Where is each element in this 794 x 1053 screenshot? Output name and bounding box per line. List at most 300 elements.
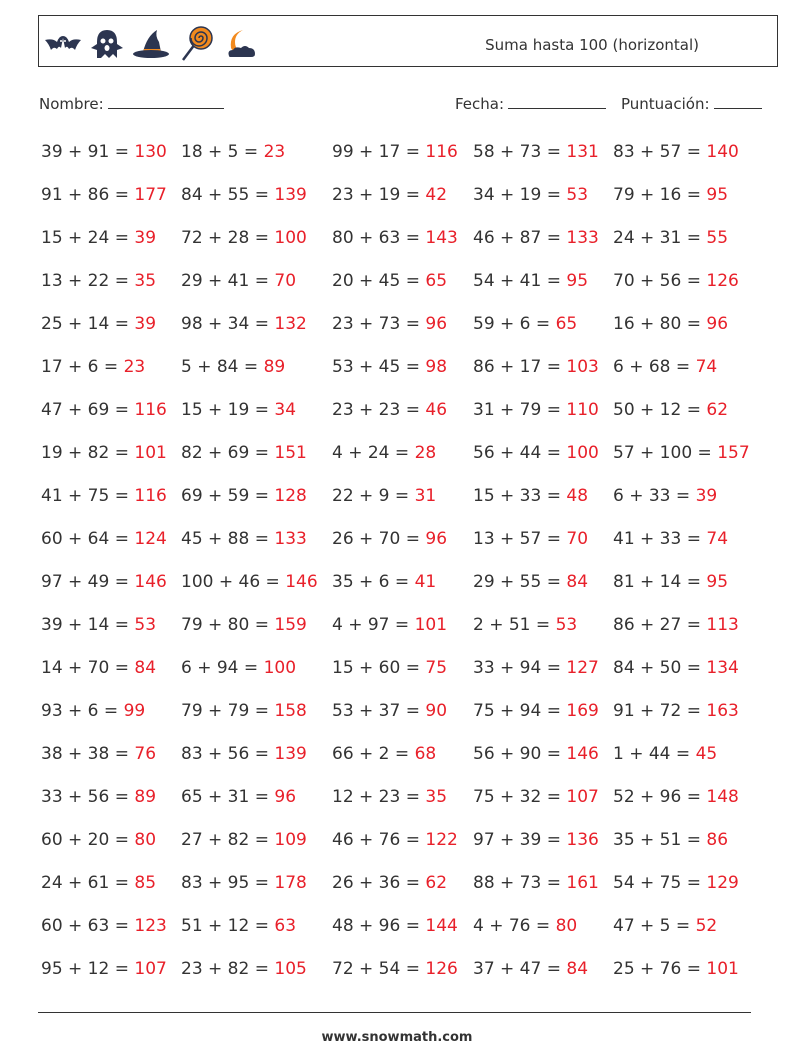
problem-item xyxy=(332,486,436,506)
problem-answer: 159 xyxy=(274,615,307,635)
problem-answer: 35 xyxy=(425,787,448,807)
problem-item xyxy=(41,658,156,678)
problem-answer: 116 xyxy=(134,400,167,420)
problem-expression: 60 + 64 = xyxy=(41,529,135,549)
problem-answer: 130 xyxy=(134,142,167,162)
problem-item xyxy=(613,572,728,592)
problem-answer: 101 xyxy=(706,959,739,979)
problem-answer: 86 xyxy=(706,830,729,850)
problem-answer: 53 xyxy=(566,185,589,205)
name-field xyxy=(39,94,224,113)
problem-item xyxy=(473,400,599,420)
problem-answer: 41 xyxy=(414,572,437,592)
problem-item xyxy=(613,357,717,377)
problem-item xyxy=(473,314,577,334)
problem-answer: 42 xyxy=(425,185,448,205)
problem-item xyxy=(473,572,588,592)
problem-expression: 14 + 70 = xyxy=(41,658,135,678)
problem-expression: 5 + 84 = xyxy=(181,357,264,377)
problem-answer: 31 xyxy=(414,486,437,506)
halloween-icons xyxy=(43,24,259,64)
problem-answer: 128 xyxy=(274,486,307,506)
problem-expression: 39 + 14 = xyxy=(41,615,135,635)
problem-expression: 13 + 57 = xyxy=(473,529,567,549)
problem-expression: 45 + 88 = xyxy=(181,529,275,549)
problem-item xyxy=(181,443,307,463)
problem-expression: 23 + 73 = xyxy=(332,314,426,334)
footer-divider xyxy=(38,1012,751,1013)
problem-answer: 70 xyxy=(274,271,297,291)
problem-expression: 51 + 12 = xyxy=(181,916,275,936)
problem-answer: 63 xyxy=(274,916,297,936)
problem-expression: 6 + 94 = xyxy=(181,658,264,678)
problem-row xyxy=(41,443,781,486)
problem-item xyxy=(332,873,447,893)
problem-item xyxy=(613,443,750,463)
problem-item xyxy=(41,873,156,893)
problem-item xyxy=(181,185,307,205)
problem-item xyxy=(181,400,296,420)
problem-answer: 28 xyxy=(414,443,437,463)
problem-item xyxy=(332,271,447,291)
problem-answer: 103 xyxy=(566,357,599,377)
problem-item xyxy=(473,830,599,850)
problem-expression: 29 + 41 = xyxy=(181,271,275,291)
problem-answer: 134 xyxy=(706,658,739,678)
problem-item xyxy=(613,959,739,979)
problem-answer: 98 xyxy=(425,357,448,377)
problem-expression: 37 + 47 = xyxy=(473,959,567,979)
problem-expression: 23 + 23 = xyxy=(332,400,426,420)
problem-expression: 35 + 6 = xyxy=(332,572,415,592)
problem-expression: 15 + 19 = xyxy=(181,400,275,420)
problem-item xyxy=(473,142,599,162)
problem-answer: 126 xyxy=(706,271,739,291)
problem-answer: 109 xyxy=(274,830,307,850)
problem-answer: 129 xyxy=(706,873,739,893)
problem-expression: 65 + 31 = xyxy=(181,787,275,807)
problem-expression: 27 + 82 = xyxy=(181,830,275,850)
problem-answer: 131 xyxy=(566,142,599,162)
problem-expression: 56 + 44 = xyxy=(473,443,567,463)
problem-expression: 41 + 33 = xyxy=(613,529,707,549)
problem-item xyxy=(473,271,588,291)
problem-expression: 56 + 90 = xyxy=(473,744,567,764)
problem-item xyxy=(473,916,577,936)
problem-expression: 91 + 86 = xyxy=(41,185,135,205)
problem-item xyxy=(332,701,447,721)
problem-item xyxy=(181,529,307,549)
problem-expression: 47 + 5 = xyxy=(613,916,696,936)
problem-item xyxy=(332,787,447,807)
problem-answer: 85 xyxy=(134,873,157,893)
problem-item xyxy=(473,357,599,377)
problem-expression: 12 + 23 = xyxy=(332,787,426,807)
problem-answer: 107 xyxy=(566,787,599,807)
problem-item xyxy=(613,916,717,936)
problem-expression: 46 + 87 = xyxy=(473,228,567,248)
problem-item xyxy=(181,615,307,635)
problem-item xyxy=(41,701,145,721)
footer-url: www.snowmath.com xyxy=(321,1030,473,1045)
problem-item xyxy=(41,916,167,936)
problem-item xyxy=(473,873,599,893)
problem-answer: 133 xyxy=(566,228,599,248)
problem-item xyxy=(473,744,599,764)
problem-expression: 15 + 60 = xyxy=(332,658,426,678)
problem-expression: 95 + 12 = xyxy=(41,959,135,979)
problem-row xyxy=(41,142,781,185)
problem-item xyxy=(332,959,458,979)
problem-answer: 76 xyxy=(134,744,157,764)
problem-answer: 34 xyxy=(274,400,297,420)
problem-item xyxy=(332,185,447,205)
problem-answer: 113 xyxy=(706,615,739,635)
problem-answer: 124 xyxy=(134,529,167,549)
problem-item xyxy=(181,744,307,764)
problem-expression: 29 + 55 = xyxy=(473,572,567,592)
name-blank xyxy=(108,94,224,109)
problem-answer: 74 xyxy=(695,357,718,377)
problem-row xyxy=(41,916,781,959)
problem-expression: 88 + 73 = xyxy=(473,873,567,893)
problem-row xyxy=(41,271,781,314)
problem-answer: 139 xyxy=(274,744,307,764)
problem-answer: 80 xyxy=(134,830,157,850)
problem-expression: 34 + 19 = xyxy=(473,185,567,205)
problem-row xyxy=(41,658,781,701)
problem-expression: 83 + 95 = xyxy=(181,873,275,893)
problem-answer: 89 xyxy=(263,357,286,377)
problem-answer: 84 xyxy=(134,658,157,678)
problem-answer: 100 xyxy=(263,658,297,678)
problem-answer: 146 xyxy=(566,744,599,764)
problem-answer: 55 xyxy=(706,228,729,248)
problem-expression: 35 + 51 = xyxy=(613,830,707,850)
problem-answer: 169 xyxy=(566,701,599,721)
problem-answer: 151 xyxy=(274,443,307,463)
problem-expression: 26 + 70 = xyxy=(332,529,426,549)
problem-expression: 60 + 63 = xyxy=(41,916,135,936)
problem-answer: 163 xyxy=(706,701,739,721)
problem-expression: 33 + 94 = xyxy=(473,658,567,678)
lollipop-icon xyxy=(175,24,215,64)
problem-expression: 17 + 6 = xyxy=(41,357,124,377)
problem-answer: 143 xyxy=(425,228,458,248)
problem-expression: 31 + 79 = xyxy=(473,400,567,420)
problem-answer: 101 xyxy=(134,443,167,463)
problem-expression: 25 + 76 = xyxy=(613,959,707,979)
problem-item xyxy=(332,142,458,162)
problem-expression: 6 + 33 = xyxy=(613,486,696,506)
problem-answer: 161 xyxy=(566,873,599,893)
problem-item xyxy=(613,142,739,162)
problem-expression: 72 + 54 = xyxy=(332,959,426,979)
problem-row xyxy=(41,873,781,916)
problem-item xyxy=(181,572,318,592)
problem-answer: 99 xyxy=(123,701,146,721)
problem-expression: 81 + 14 = xyxy=(613,572,707,592)
problem-expression: 91 + 72 = xyxy=(613,701,707,721)
problem-answer: 146 xyxy=(134,572,167,592)
problem-answer: 62 xyxy=(425,873,448,893)
problem-answer: 80 xyxy=(555,916,578,936)
problem-row xyxy=(41,787,781,830)
problem-item xyxy=(181,142,285,162)
problem-expression: 15 + 33 = xyxy=(473,486,567,506)
problem-answer: 23 xyxy=(123,357,146,377)
problem-answer: 116 xyxy=(134,486,167,506)
problem-answer: 23 xyxy=(263,142,286,162)
problem-answer: 35 xyxy=(134,271,157,291)
problem-expression: 53 + 37 = xyxy=(332,701,426,721)
problem-expression: 97 + 49 = xyxy=(41,572,135,592)
problem-item xyxy=(181,228,307,248)
name-label: Nombre: xyxy=(39,95,104,113)
problem-expression: 69 + 59 = xyxy=(181,486,275,506)
problem-answer: 48 xyxy=(566,486,589,506)
problem-answer: 53 xyxy=(134,615,157,635)
problem-item xyxy=(41,744,156,764)
problem-item xyxy=(613,787,739,807)
problem-answer: 148 xyxy=(706,787,739,807)
problem-item xyxy=(332,443,436,463)
problem-expression: 57 + 100 = xyxy=(613,443,718,463)
problem-expression: 80 + 63 = xyxy=(332,228,426,248)
problem-expression: 4 + 24 = xyxy=(332,443,415,463)
problem-item xyxy=(181,314,307,334)
problem-item xyxy=(613,529,728,549)
problem-expression: 82 + 69 = xyxy=(181,443,275,463)
problem-item xyxy=(473,228,599,248)
problem-answer: 95 xyxy=(566,271,589,291)
problem-item xyxy=(613,615,739,635)
problem-row xyxy=(41,959,781,1002)
problem-expression: 25 + 14 = xyxy=(41,314,135,334)
problem-expression: 79 + 16 = xyxy=(613,185,707,205)
problem-item xyxy=(332,572,436,592)
problem-answer: 157 xyxy=(717,443,750,463)
problem-row xyxy=(41,744,781,787)
worksheet-header xyxy=(38,15,778,67)
problem-expression: 84 + 50 = xyxy=(613,658,707,678)
problem-expression: 24 + 31 = xyxy=(613,228,707,248)
problem-answer: 95 xyxy=(706,572,729,592)
problem-answer: 52 xyxy=(695,916,718,936)
problem-item xyxy=(181,357,285,377)
problem-item xyxy=(613,701,739,721)
problem-answer: 46 xyxy=(425,400,448,420)
problem-item xyxy=(332,400,447,420)
problem-answer: 100 xyxy=(566,443,599,463)
problem-item xyxy=(613,873,739,893)
problem-expression: 83 + 57 = xyxy=(613,142,707,162)
problem-answer: 101 xyxy=(414,615,448,635)
problem-answer: 90 xyxy=(425,701,448,721)
problem-item xyxy=(41,615,156,635)
worksheet-title: Suma hasta 100 (horizontal) xyxy=(485,36,699,54)
problem-expression: 79 + 79 = xyxy=(181,701,275,721)
problem-answer: 70 xyxy=(566,529,589,549)
problem-item xyxy=(473,701,599,721)
problem-answer: 89 xyxy=(134,787,157,807)
problem-item xyxy=(41,271,156,291)
problem-item xyxy=(613,744,717,764)
problem-item xyxy=(332,830,458,850)
problem-expression: 24 + 61 = xyxy=(41,873,135,893)
problem-answer: 133 xyxy=(274,529,307,549)
witch-hat-icon xyxy=(131,24,171,64)
problem-item xyxy=(613,271,739,291)
problem-expression: 60 + 20 = xyxy=(41,830,135,850)
problem-expression: 99 + 17 = xyxy=(332,142,426,162)
problem-expression: 86 + 27 = xyxy=(613,615,707,635)
problem-item xyxy=(41,400,167,420)
problem-item xyxy=(613,185,728,205)
bat-icon xyxy=(43,24,83,64)
problem-item xyxy=(41,314,156,334)
problem-row xyxy=(41,615,781,658)
problem-item xyxy=(613,830,728,850)
problem-item xyxy=(181,959,307,979)
problem-answer: 95 xyxy=(706,185,729,205)
problem-item xyxy=(332,916,458,936)
problem-row xyxy=(41,701,781,744)
problem-expression: 20 + 45 = xyxy=(332,271,426,291)
problem-expression: 4 + 97 = xyxy=(332,615,415,635)
problem-expression: 100 + 46 = xyxy=(181,572,286,592)
problem-expression: 4 + 76 = xyxy=(473,916,556,936)
problem-expression: 2 + 51 = xyxy=(473,615,556,635)
problem-item xyxy=(181,830,307,850)
problem-row xyxy=(41,185,781,228)
problem-answer: 96 xyxy=(425,529,448,549)
problem-row xyxy=(41,830,781,873)
problem-expression: 59 + 6 = xyxy=(473,314,556,334)
problem-item xyxy=(41,142,167,162)
problem-expression: 46 + 76 = xyxy=(332,830,426,850)
problem-expression: 52 + 96 = xyxy=(613,787,707,807)
problem-item xyxy=(332,615,447,635)
problem-answer: 139 xyxy=(274,185,307,205)
problem-answer: 126 xyxy=(425,959,458,979)
score-blank xyxy=(714,94,762,109)
problem-expression: 22 + 9 = xyxy=(332,486,415,506)
problem-answer: 107 xyxy=(134,959,167,979)
problem-row xyxy=(41,400,781,443)
problem-item xyxy=(181,271,296,291)
problem-expression: 1 + 44 = xyxy=(613,744,696,764)
problem-answer: 65 xyxy=(425,271,448,291)
problem-expression: 41 + 75 = xyxy=(41,486,135,506)
problem-expression: 98 + 34 = xyxy=(181,314,275,334)
problem-expression: 54 + 75 = xyxy=(613,873,707,893)
problem-item xyxy=(181,701,307,721)
problem-item xyxy=(41,830,156,850)
problem-answer: 75 xyxy=(425,658,448,678)
problem-item xyxy=(613,228,728,248)
problem-answer: 68 xyxy=(414,744,437,764)
problem-item xyxy=(613,400,728,420)
problem-expression: 70 + 56 = xyxy=(613,271,707,291)
problem-item xyxy=(41,443,167,463)
problem-answer: 84 xyxy=(566,572,589,592)
problem-answer: 74 xyxy=(706,529,729,549)
problem-expression: 93 + 6 = xyxy=(41,701,124,721)
problem-answer: 65 xyxy=(555,314,578,334)
problem-row xyxy=(41,572,781,615)
problem-item xyxy=(41,572,167,592)
problem-expression: 13 + 22 = xyxy=(41,271,135,291)
problem-answer: 39 xyxy=(695,486,718,506)
problem-expression: 23 + 82 = xyxy=(181,959,275,979)
problem-expression: 23 + 19 = xyxy=(332,185,426,205)
problem-item xyxy=(332,357,447,377)
problem-item xyxy=(473,185,588,205)
problem-item xyxy=(473,615,577,635)
problem-expression: 54 + 41 = xyxy=(473,271,567,291)
problem-answer: 45 xyxy=(695,744,718,764)
problem-row xyxy=(41,529,781,572)
problem-item xyxy=(473,658,599,678)
problem-item xyxy=(41,959,167,979)
problem-expression: 15 + 24 = xyxy=(41,228,135,248)
problem-row xyxy=(41,314,781,357)
problem-answer: 110 xyxy=(566,400,599,420)
problem-row xyxy=(41,228,781,271)
problem-answer: 127 xyxy=(566,658,599,678)
problem-answer: 132 xyxy=(274,314,307,334)
problem-item xyxy=(41,529,167,549)
problem-answer: 146 xyxy=(285,572,318,592)
problem-answer: 123 xyxy=(134,916,167,936)
problem-answer: 39 xyxy=(134,314,157,334)
problem-expression: 58 + 73 = xyxy=(473,142,567,162)
problem-item xyxy=(181,658,296,678)
problem-expression: 53 + 45 = xyxy=(332,357,426,377)
problem-row xyxy=(41,486,781,529)
problem-item xyxy=(181,787,296,807)
problem-item xyxy=(181,916,296,936)
problem-expression: 75 + 94 = xyxy=(473,701,567,721)
problem-answer: 100 xyxy=(274,228,307,248)
problem-item xyxy=(473,443,599,463)
problem-answer: 96 xyxy=(706,314,729,334)
problem-expression: 66 + 2 = xyxy=(332,744,415,764)
problem-expression: 79 + 80 = xyxy=(181,615,275,635)
problem-item xyxy=(613,314,728,334)
problem-answer: 96 xyxy=(425,314,448,334)
problem-expression: 6 + 68 = xyxy=(613,357,696,377)
problem-expression: 18 + 5 = xyxy=(181,142,264,162)
problem-item xyxy=(473,959,588,979)
problem-expression: 97 + 39 = xyxy=(473,830,567,850)
problem-item xyxy=(473,486,588,506)
problem-item xyxy=(41,486,167,506)
problem-item xyxy=(473,787,599,807)
problem-expression: 47 + 69 = xyxy=(41,400,135,420)
problem-item xyxy=(613,486,717,506)
problem-item xyxy=(332,744,436,764)
problem-item xyxy=(332,658,447,678)
problem-answer: 122 xyxy=(425,830,458,850)
problem-item xyxy=(41,357,145,377)
ghost-icon xyxy=(87,24,127,64)
problem-answer: 136 xyxy=(566,830,599,850)
date-label: Fecha: xyxy=(455,95,505,113)
problem-answer: 62 xyxy=(706,400,729,420)
problem-item xyxy=(181,873,307,893)
